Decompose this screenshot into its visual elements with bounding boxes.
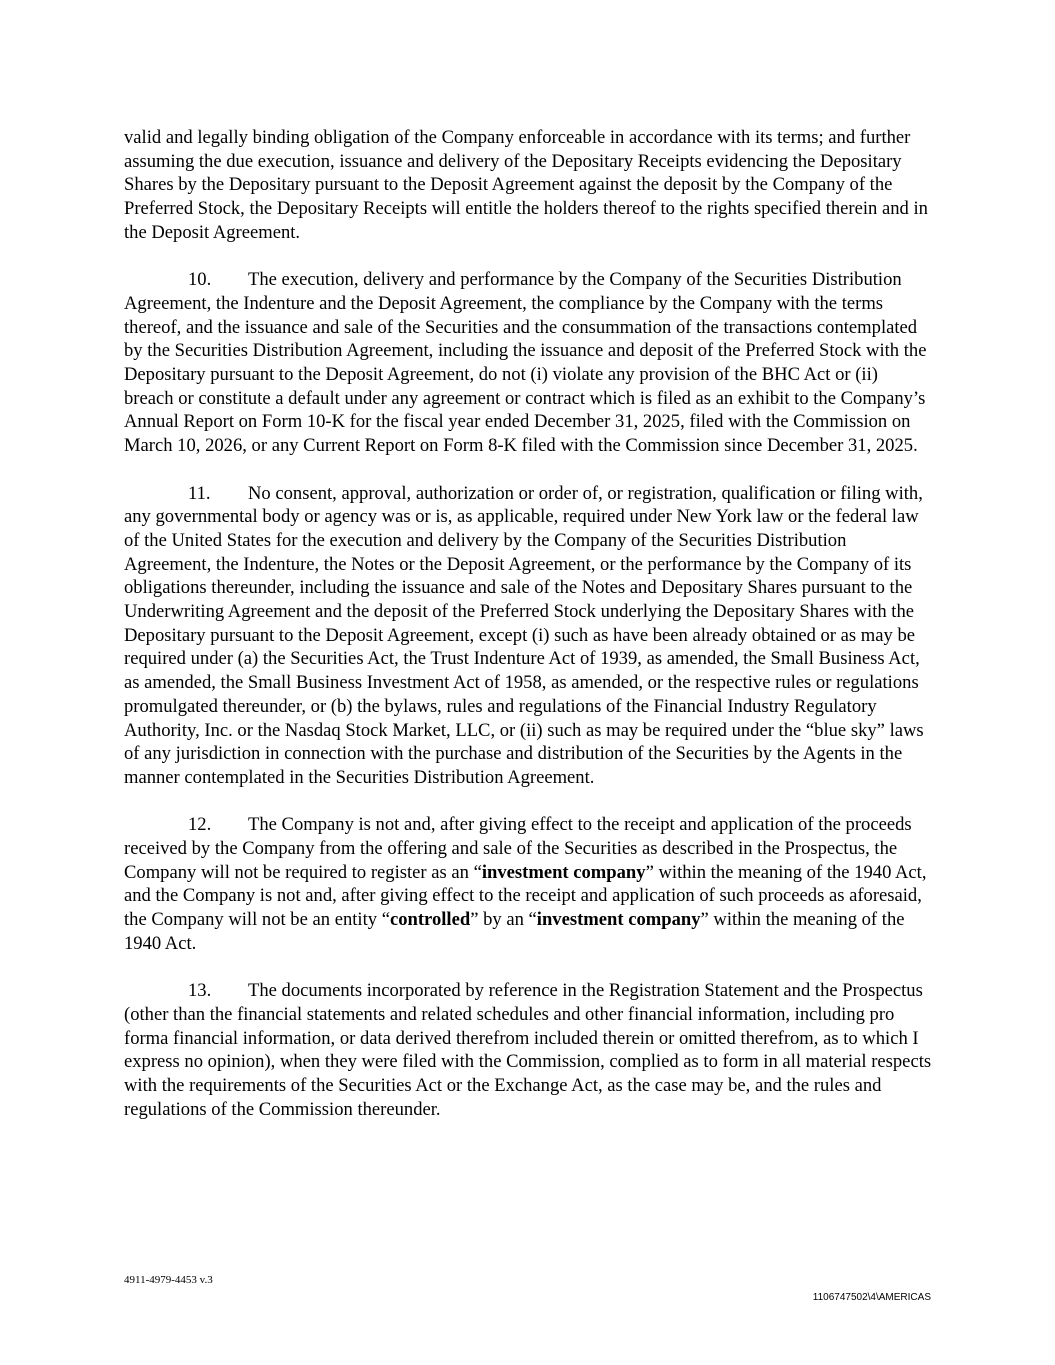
paragraph-10 [124, 268, 932, 458]
defined-term-controlled: controlled [389, 909, 471, 931]
paragraph-text: valid and legally binding obligation of the Company enforceable in accordance with its terms; and further assuming the due execution, issuance and delivery of the Depositary Receipts evidencing the Depositary Shares by the Depositary pursuant to the Deposit Agreement against the deposit by the Company of the Preferred Stock, the Depositary Receipts will entitle the holders thereof to the rights specified therein and in the Deposit Agreement. [124, 127, 928, 243]
paragraph-text: The documents incorporated by reference in the Registration Statement and the Prospectus (other than the financial statements and related schedules and other financial information, including pro forma financial information, or data derived therefrom included therein or omitted therefrom, as to which I express no opinion), when they were filed with the Commission, complied as to form in all material respects with the requirements of the Securities Act or the Exchange Act, as the case may be, and the rules and regulations of the Commission thereunder. [124, 980, 932, 1120]
paragraph-11 [124, 482, 932, 790]
paragraph-continuation [124, 126, 932, 245]
footer-reference-id: 1106747502\4\AMERICAS [812, 1292, 931, 1303]
paragraph-text: No consent, approval, authorization or order of, or registration, qualification or filing with, any governmental body or agency was or is, as applicable, required under New York law or the federal law of the United States for the execution and delivery by the Company of the Securities Distribution Agreement, the Indenture, the Notes or the Deposit Agreement, or the performance by the Company of its obligations thereunder, including the issuance and sale of the Notes and Depositary Shares pursuant to the Underwriting Agreement and the deposit of the Preferred Stock underlying the Depositary Shares with the Depositary pursuant to the Deposit Agreement, except (i) such as have been already obtained or as may be required under (a) the Securities Act, the Trust Indenture Act of 1939, as amended, the Small Business Act, as amended, the Small Business Investment Act of 1958, as amended, or the respective rules or regulations promulgated thereunder, or (b) the bylaws, rules and regulations of the Financial Industry Regulatory Authority, Inc. or the Nasdaq Stock Market, LLC, or (ii) such as may be required under the “blue sky” laws of any jurisdiction in connection with the purchase and distribution of the Securities by the Agents in the manner contemplated in the Securities Distribution Agreement. [124, 482, 924, 788]
paragraph-number: 10. [188, 269, 212, 291]
document-body [124, 126, 932, 1145]
paragraph-number: 11. [188, 482, 211, 504]
footer-document-id: 4911-4979-4453 v.3 [124, 1274, 213, 1286]
defined-term-investment-company: investment company [481, 861, 646, 883]
paragraph-text: ” by an “ [470, 909, 537, 931]
paragraph-12 [124, 813, 932, 955]
paragraph-13 [124, 979, 932, 1121]
paragraph-text: The execution, delivery and performance by the Company of the Securities Distribution Agreement, the Indenture and the Deposit Agreement, the compliance by the Company with the terms thereof, and the issuance and sale of the Securities and the consummation of the transactions contemplated by the Securities Distribution Agreement, including the issuance and deposit of the Preferred Stock with the Depositary pursuant to the Deposit Agreement, do not (i) violate any provision of the BHC Act or (ii) breach or constitute a default under any agreement or contract which is filed as an exhibit to the Company’s Annual Report on Form 10-K for the fiscal year ended December 31, 2025, filed with the Commission on March 10, 2026, or any Current Report on Form 8-K filed with the Commission since December 31, 2025. [124, 269, 927, 457]
defined-term-investment-company: investment company [536, 909, 701, 931]
paragraph-text: ” within the meaning of the 1940 Act, and the Company is not and, after giving effect to the receipt and application of such proceeds as aforesaid, the Company will not be an entity “ [124, 861, 927, 931]
paragraph-number: 13. [188, 980, 212, 1002]
paragraph-number: 12. [188, 814, 212, 836]
paragraph-text: The Company is not and, after giving effect to the receipt and application of the proceeds received by the Company from the offering and sale of the Securities as described in the Prospectus, the Company will not be required to register as an “ [124, 814, 912, 883]
paragraph-text: ” within the meaning of the 1940 Act. [124, 909, 905, 954]
